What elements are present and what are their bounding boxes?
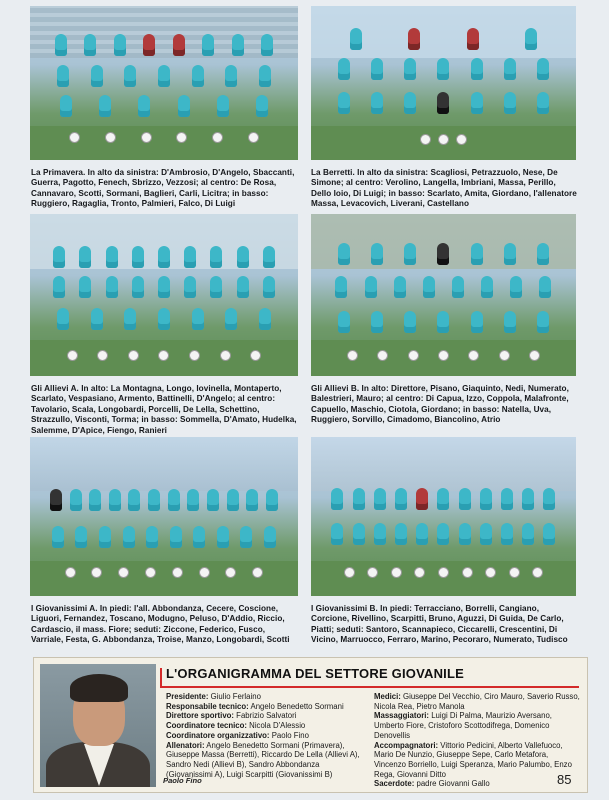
- org-role: Coordinatore tecnico:: [166, 721, 248, 731]
- org-role: Medici:: [374, 692, 401, 701]
- team-photo-giovanissimi-b: [311, 437, 576, 596]
- organigram-right-column: [374, 692, 580, 789]
- org-role: Direttore sportivo:: [166, 711, 235, 721]
- org-people: Nicola D'Alessio: [247, 721, 306, 731]
- org-entry: [166, 721, 366, 731]
- team-photo-giovanissimi-a: [30, 437, 298, 596]
- org-people: Fabrizio Salvatori: [234, 711, 297, 721]
- organigram-left-column: [166, 692, 366, 779]
- org-role: Responsabile tecnico:: [166, 701, 249, 711]
- caption-primavera: La Primavera. In alto da sinistra: D'Ambrosio, D'Angelo, Sbaccanti, Guerra, Pagotto, Fenech, Sbrizzo, Vezzosi; al centro: De Rosa, Cannavaro, Scotti, Sormani, Baglieri, Carli, Licitra; in basso: Ruggiero, Ragaglia, Tronto, Palmieri, Falco, Di Luigi: [31, 168, 295, 209]
- org-role: Sacerdote:: [374, 779, 415, 789]
- org-people: Angelo Benedetto Sormani (Primavera), Giuseppe Massa (Berretti), Riccardo De Lella (Allievi A), Sandro Nedi (Allievi B), Sandro Abbondanza (Giovanissimi A), Luigi Scarpitti (Giovanissimi B): [166, 740, 360, 779]
- page-number: 85: [557, 772, 572, 787]
- org-entry: [374, 711, 580, 740]
- org-people: padre Giovanni Gallo: [414, 779, 490, 789]
- caption-berretti: La Berretti. In alto da sinistra: Scagliosi, Petrazzuolo, Nese, De Simone; al centro: Verolino, Langella, Imbriani, Massa, Perillo, Dello Ioio, Di Luigi; in basso: Scarlato, Amita, Giordano, l'allenatore Massa, Levacovich, Liverani, Castellano: [311, 168, 577, 209]
- org-people: Luigi Di Palma, Maurizio Aversano, Umberto Fiore, Cristoforo Scottodifrega, Domenico Denovellis: [374, 711, 552, 740]
- org-people: Paolo Fino: [269, 730, 309, 740]
- caption-allievi-b: Gli Allievi B. In alto: Direttore, Pisano, Giaquinto, Nedi, Numerato, Balestrieri, Mauro; al centro: Di Capua, Izzo, Coppola, Malafronte, Capuello, Maschio, Ciotola, Giordano; in basso: Natella, Uva, Ruggiero, Sorvillo, Cimadomo, Biancolino, Atrio: [311, 384, 569, 425]
- org-entry: [166, 741, 366, 780]
- org-entry: [374, 741, 580, 780]
- organigram-title: L'ORGANIGRAMMA DEL SETTORE GIOVANILE: [166, 666, 464, 681]
- portrait-caption: Paolo Fino: [163, 776, 202, 785]
- org-role: Accompagnatori:: [374, 740, 439, 750]
- org-entry: [374, 692, 580, 711]
- org-entry: [166, 731, 366, 741]
- organigram-box: [33, 657, 588, 793]
- org-people: Giulio Ferlaino: [208, 692, 261, 701]
- title-accent: [160, 668, 162, 688]
- org-entry: [166, 692, 366, 702]
- caption-allievi-a: Gli Allievi A. In alto: La Montagna, Longo, Iovinella, Montaperto, Scarlato, Vespasiano, Armento, Battinelli, D'Angelo; al centro: Tavolario, Scala, Longobardi, Porcelli, De Lella, Schettino, Strazzullo, Visconti, Torma; in basso: Sommella, D'Amato, Hudelka, Salemme, D'Apice, Fiengo, Ranieri: [31, 384, 297, 435]
- org-entry: [374, 779, 580, 789]
- org-people: Vittorio Pedicini, Alberto Vallefuoco, Mario De Nunzio, Giuseppe Sepe, Carlo Metafora, Vincenzo Borriello, Luigi Speranza, Mario Palumbo, Enzo Rega, Giovanni Ditto: [374, 740, 572, 779]
- title-underline: [160, 686, 579, 688]
- org-role: Allenatori:: [166, 740, 205, 750]
- team-photo-allievi-a: [30, 214, 298, 376]
- org-role: Presidente:: [166, 692, 209, 701]
- org-people: Giuseppe Del Vecchio, Ciro Mauro, Saverio Russo, Nicola Rea, Pietro Manola: [374, 692, 580, 711]
- portrait-photo: [40, 664, 156, 787]
- caption-giovanissimi-a: I Giovanissimi A. In piedi: l'all. Abbondanza, Cecere, Coscione, Liguori, Fernandez, Toscano, Modugno, Peluso, D'Addio, Riccio, Cardascio, il mass. Fiore; seduti: Ziccone, Federico, Fusco, Varriale, Festa, G. Abbondanza, Troise, Manzo, Longobardi, Scotti: [31, 604, 290, 645]
- team-photo-allievi-b: [311, 214, 576, 376]
- team-photo-berretti: [311, 6, 576, 160]
- org-role: Coordinatore organizzativo:: [166, 730, 270, 740]
- org-role: Massaggiatori:: [374, 711, 430, 721]
- org-entry: [166, 702, 366, 712]
- org-entry: [166, 711, 366, 721]
- org-people: Angelo Benedetto Sormani: [248, 701, 344, 711]
- team-photo-primavera: [30, 6, 298, 160]
- caption-giovanissimi-b: I Giovanissimi B. In piedi: Terracciano, Borrelli, Cangiano, Corcione, Rivellino, Scarpitti, Bruno, Aguzzi, Di Guida, De Carlo, Piatti; seduti: Santoro, Scannapieco, Ciccarelli, Crescentini, Di Vicino, Marruocco, Ferraro, Marino, Pecoraro, Numerato, Tudisco: [311, 604, 568, 645]
